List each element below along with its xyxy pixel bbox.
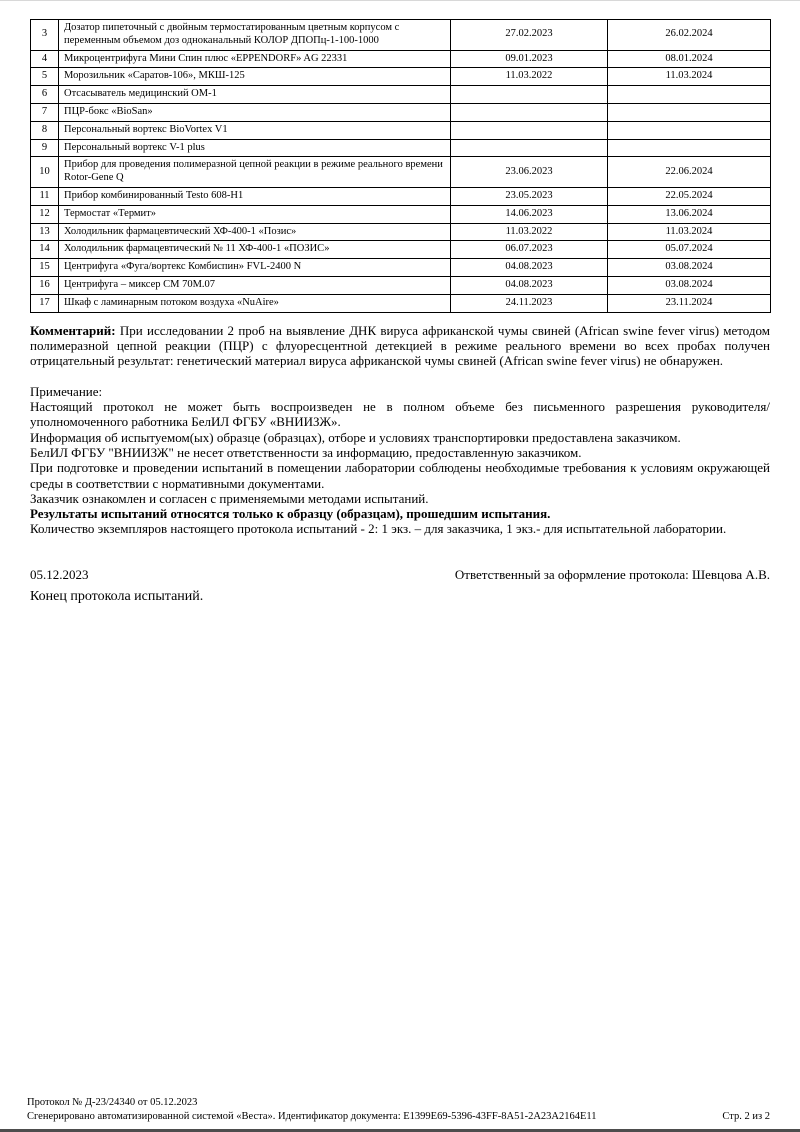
footer-generated-line: Сгенерировано автоматизированной системой «Веста». Идентификатор документа: E1399E69-5396-43FF-8A51-2A23A2164E11 [27,1110,597,1122]
row-number: 4 [31,50,59,68]
note-line: При подготовке и проведении испытаний в помещении лаборатории соблюдены необходимые требования к условиям окружающей среды в соответствии с нормативными документами. [30,460,770,491]
equipment-table [30,19,771,313]
table-row [31,276,771,294]
table-row [31,50,771,68]
table-row [31,121,771,139]
table-row [31,157,771,188]
row-number: 14 [31,241,59,259]
note-line: Количество экземпляров настоящего протокола испытаний - 2: 1 экз. – для заказчика, 1 экз.- для испытательной лаборатории. [30,521,727,537]
signoff-responsible: Ответственный за оформление протокола: Шевцова А.В. [454,566,770,582]
verification-date: 14.06.2023 [451,205,608,223]
verification-date: 06.07.2023 [451,241,608,259]
commentary-paragraph [30,323,770,369]
equipment-name: Шкаф с ламинарным потоком воздуха «NuAire» [59,294,451,312]
end-of-protocol-line: Конец протокола испытаний. [30,588,204,604]
table-row [31,205,771,223]
verification-date: 24.11.2023 [451,294,608,312]
equipment-name: Дозатор пипеточный с двойным термостатированным цветным корпусом с переменным объемом доз одноканальный КОЛОР ДПОПц-1-100-1000 [59,20,451,51]
equipment-name: Термостат «Термит» [59,205,451,223]
row-number: 10 [31,157,59,188]
table-row [31,103,771,121]
valid-until-date [608,139,771,157]
table-row [31,68,771,86]
equipment-name: Морозильник «Саратов-106», МКШ-125 [59,68,451,86]
row-number: 3 [31,20,59,51]
equipment-name: Отсасыватель медицинский ОМ-1 [59,86,451,104]
footer-page-number: Стр. 2 из 2 [722,1110,770,1122]
equipment-name: Персональный вортекс BioVortex V1 [59,121,451,139]
row-number: 11 [31,187,59,205]
verification-date: 23.06.2023 [451,157,608,188]
valid-until-date: 22.06.2024 [608,157,771,188]
verification-date [451,139,608,157]
equipment-name: Персональный вортекс V-1 plus [59,139,451,157]
verification-date: 27.02.2023 [451,20,608,51]
verification-date: 11.03.2022 [451,68,608,86]
row-number: 17 [31,294,59,312]
valid-until-date: 26.02.2024 [608,20,771,51]
verification-date: 23.05.2023 [451,187,608,205]
valid-until-date: 11.03.2024 [608,223,771,241]
table-row [31,294,771,312]
verification-date [451,121,608,139]
row-number: 5 [31,68,59,86]
table-row [31,139,771,157]
footer-generated-row [27,1110,770,1124]
verification-date [451,86,608,104]
table-row [31,86,771,104]
valid-until-date [608,103,771,121]
commentary-label: Комментарий: [30,322,116,338]
valid-until-date: 03.08.2024 [608,259,771,277]
row-number: 12 [31,205,59,223]
verification-date [451,103,608,121]
valid-until-date [608,86,771,104]
row-number: 13 [31,223,59,241]
verification-date: 11.03.2022 [451,223,608,241]
valid-until-date: 05.07.2024 [608,241,771,259]
note-line: БелИЛ ФГБУ "ВНИИЗЖ" не несет ответственности за информацию, предоставленную заказчиком. [30,444,582,460]
verification-date: 09.01.2023 [451,50,608,68]
row-number: 6 [31,86,59,104]
note-line: Информация об испытуемом(ых) образце (образцах), отборе и условиях транспортировки предоставлена заказчиком. [30,429,681,445]
table-row [31,259,771,277]
note-line-results: Результаты испытаний относятся только к образцу (образцам), прошедшим испытания. [30,506,551,522]
equipment-name: Центрифуга – миксер СМ 70М.07 [59,276,451,294]
signoff-row [30,567,770,583]
table-row [31,187,771,205]
equipment-name: Холодильник фармацевтический № 11 ХФ-400-1 «ПОЗИС» [59,241,451,259]
valid-until-date: 11.03.2024 [608,68,771,86]
row-number: 8 [31,121,59,139]
table-row [31,20,771,51]
signoff-date: 05.12.2023 [30,566,89,582]
note-line: Настоящий протокол не может быть воспроизведен не в полном объеме без письменного разрешения руководителя/уполномоченного работника БелИЛ ФГБУ «ВНИИЗЖ». [30,398,770,430]
notes-section [30,384,770,537]
valid-until-date: 23.11.2024 [608,294,771,312]
table-row [31,223,771,241]
notes-heading: Примечание: [30,383,103,399]
equipment-name: Прибор комбинированный Testo 608-H1 [59,187,451,205]
equipment-table-body [31,20,771,313]
valid-until-date: 13.06.2024 [608,205,771,223]
valid-until-date [608,121,771,139]
verification-date: 04.08.2023 [451,259,608,277]
footer-protocol-line: Протокол № Д-23/24340 от 05.12.2023 [27,1096,198,1108]
equipment-name: Холодильник фармацевтический ХФ-400-1 «Позис» [59,223,451,241]
verification-date: 04.08.2023 [451,276,608,294]
equipment-name: ПЦР-бокс «BioSan» [59,103,451,121]
valid-until-date: 03.08.2024 [608,276,771,294]
note-line: Заказчик ознакомлен и согласен с применяемыми методами испытаний. [30,490,429,506]
equipment-name: Прибор для проведения полимеразной цепной реакции в режиме реального времени Rotor-Gene Q [59,157,451,188]
valid-until-date: 22.05.2024 [608,187,771,205]
page-footer [27,1096,770,1124]
row-number: 9 [31,139,59,157]
commentary-text: При исследовании 2 проб на выявление ДНК вируса африканской чумы свиней (African swine fever virus) методом полимеразной цепной реакции (ПЦР) с флуоресцентной детекцией в режиме реального времени во всех пробах получен отрицательный результат: генетический материал вируса африканской чумы свиней (African swine fever virus) не обнаружен. [30,322,771,369]
row-number: 7 [31,103,59,121]
table-row [31,241,771,259]
valid-until-date: 08.01.2024 [608,50,771,68]
row-number: 15 [31,259,59,277]
equipment-name: Микроцентрифуга Мини Спин плюс «EPPENDORF» AG 22331 [59,50,451,68]
equipment-name: Центрифуга «Фуга/вортекс Комбиспин» FVL-2400 N [59,259,451,277]
row-number: 16 [31,276,59,294]
